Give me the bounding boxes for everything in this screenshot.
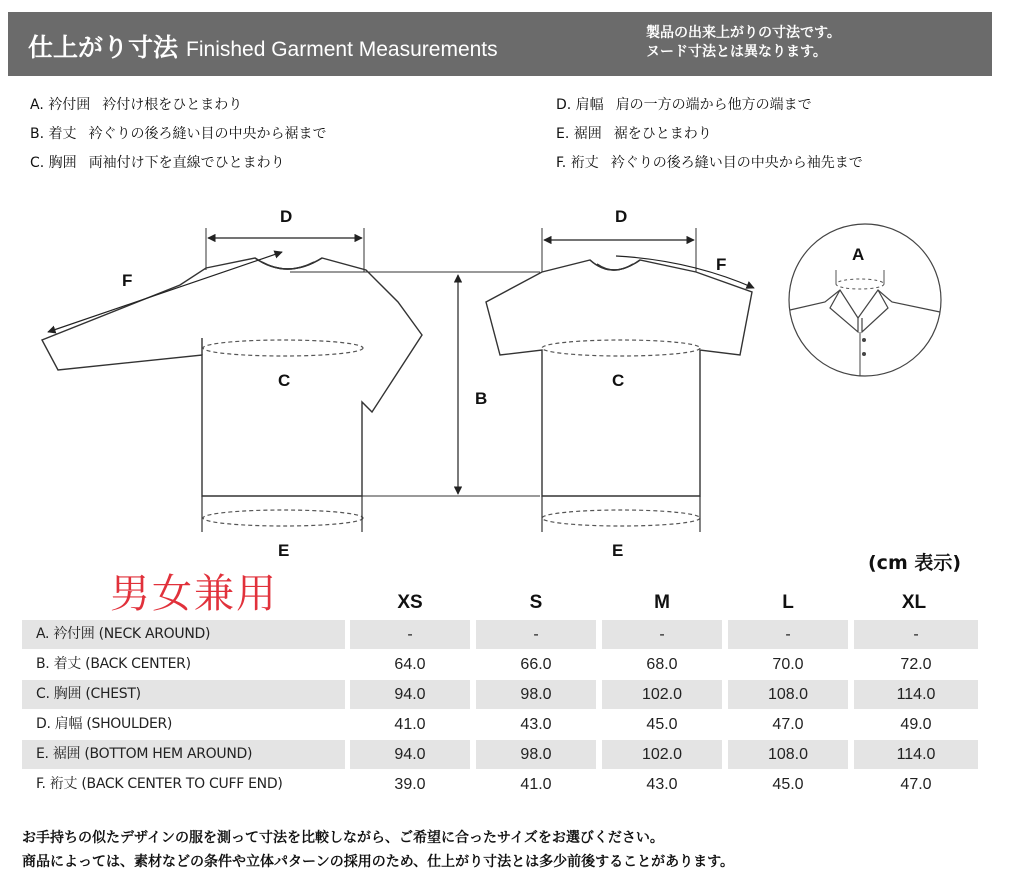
header-note-line1: 製品の出来上がりの寸法です。 [646, 25, 841, 41]
label-c-left: C [278, 371, 291, 390]
table-row [22, 740, 978, 770]
table-cell: 66.0 [520, 656, 552, 673]
measurement-table [22, 620, 978, 800]
footer-line1: お手持ちの似たデザインの服を測って寸法を比較しながら、ご希望に合ったサイズをお選びください。 [22, 830, 664, 846]
table-row [22, 620, 978, 650]
label-d-right: D [615, 207, 628, 226]
table-cell: - [602, 620, 722, 649]
table-cell: 98.0 [476, 680, 596, 709]
size-header-l: L [782, 592, 794, 613]
table-cell: - [728, 620, 848, 649]
definition-code: E. 裾囲 [556, 126, 602, 142]
label-c-right: C [612, 371, 625, 390]
table-cell: 108.0 [728, 740, 848, 769]
table-row [22, 710, 978, 740]
row-label: E. 裾囲 (BOTTOM HEM AROUND) [22, 740, 345, 769]
table-cell: 102.0 [602, 680, 722, 709]
table-cell: 98.0 [476, 740, 596, 769]
unit-note: (cm 表示) [868, 552, 962, 574]
definition-text: 裾をひとまわり [613, 126, 712, 142]
definition-c [30, 152, 285, 172]
table-cell: 72.0 [900, 656, 932, 673]
table-row [22, 770, 978, 800]
table-cell: 41.0 [394, 716, 426, 733]
collar-detail [789, 224, 941, 376]
garment-diagram [0, 190, 1012, 560]
shoulder-arrow-right [542, 228, 696, 272]
long-sleeve-shirt [42, 258, 422, 496]
table-cell: 94.0 [350, 740, 470, 769]
definitions [0, 94, 1012, 184]
label-b: B [475, 389, 488, 408]
hem-ellipse-right [542, 510, 700, 526]
row-label: A. 衿付囲 (NECK AROUND) [22, 620, 345, 649]
size-header-xl: XL [901, 592, 927, 613]
header-bar [8, 12, 992, 76]
definition-text: 両袖付け下を直線でひとまわり [88, 155, 285, 171]
table-row [22, 680, 978, 710]
table-cell: 47.0 [772, 716, 804, 733]
title-en: Finished Garment Measurements [186, 38, 498, 61]
hem-ellipse-left [203, 510, 363, 526]
row-label: C. 胸囲 (CHEST) [22, 680, 345, 709]
size-header-xs: XS [397, 592, 423, 613]
table-cell: 45.0 [646, 716, 678, 733]
definition-b [30, 123, 327, 143]
table-cell: 47.0 [900, 776, 932, 793]
label-e-left: E [278, 541, 290, 560]
table-cell: 43.0 [646, 776, 678, 793]
table-row [22, 650, 978, 680]
label-e-right: E [612, 541, 624, 560]
definition-text: 肩の一方の端から他方の端まで [615, 97, 812, 113]
table-cell: - [854, 620, 978, 649]
definition-e [556, 123, 712, 143]
footer-note [22, 826, 734, 874]
header-note-line2: ヌード寸法とは異なります。 [646, 44, 827, 60]
row-label: B. 着丈 (BACK CENTER) [36, 656, 191, 672]
table-cell: 70.0 [772, 656, 804, 673]
table-cell: 43.0 [520, 716, 552, 733]
size-header-m: M [654, 592, 670, 613]
table-cell: 102.0 [602, 740, 722, 769]
table-cell: 68.0 [646, 656, 678, 673]
table-cell: 49.0 [900, 716, 932, 733]
table-cell: 114.0 [854, 680, 978, 709]
label-f-right: F [716, 255, 727, 274]
title-ja: 仕上がり寸法 [28, 33, 179, 62]
size-header-s: S [529, 592, 543, 613]
unisex-label: 男女兼用 [110, 571, 278, 617]
header-note [646, 24, 841, 62]
definition-code: C. 胸囲 [30, 155, 77, 171]
table-cell: 45.0 [772, 776, 804, 793]
definition-code: D. 肩幅 [556, 97, 604, 113]
table-cell: - [350, 620, 470, 649]
label-a: A [852, 245, 865, 264]
definition-text: 衿ぐりの後ろ縫い目の中央から裾まで [88, 126, 327, 142]
definition-code: B. 着丈 [30, 126, 77, 142]
table-cell: 94.0 [350, 680, 470, 709]
definition-d [556, 94, 812, 114]
definition-text: 衿付け根をひとまわり [102, 97, 243, 113]
table-cell: 114.0 [854, 740, 978, 769]
row-label: D. 肩幅 (SHOULDER) [36, 716, 173, 732]
definition-f [556, 152, 863, 172]
footer-line2: 商品によっては、素材などの条件や立体パターンの採用のため、仕上がり寸法とは多少前後することがあります。 [22, 854, 735, 870]
definition-text: 衿ぐりの後ろ縫い目の中央から袖先まで [610, 155, 863, 171]
table-cell: - [476, 620, 596, 649]
definition-a [30, 94, 242, 114]
definition-code: A. 衿付囲 [30, 97, 91, 113]
table-cell: 41.0 [520, 776, 552, 793]
page-title [28, 28, 498, 64]
label-f-left: F [122, 271, 133, 290]
definition-code: F. 裄丈 [556, 155, 599, 171]
label-d-left: D [280, 207, 293, 226]
table-cell: 64.0 [394, 656, 426, 673]
table-cell: 108.0 [728, 680, 848, 709]
table-cell: 39.0 [394, 776, 426, 793]
row-label: F. 裄丈 (BACK CENTER TO CUFF END) [36, 776, 283, 792]
